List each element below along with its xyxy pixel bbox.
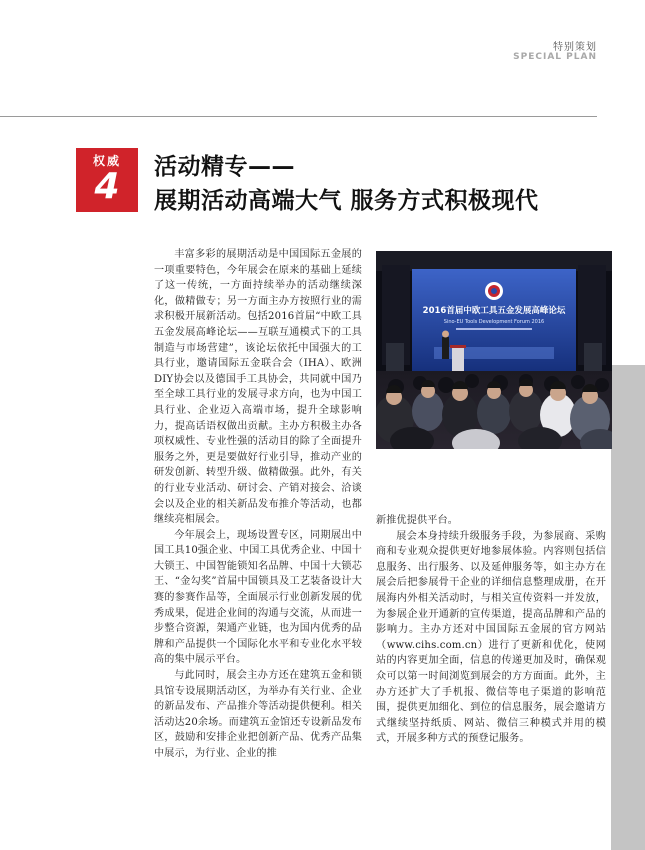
header-divider	[0, 116, 597, 117]
section-label-cn: 特别策划	[553, 42, 597, 53]
article-title-line2: 展期活动高端大气 服务方式积极现代	[154, 188, 539, 214]
paragraph-exhibition-zone: 今年展会上，现场设置专区，同期展出中国工具10强企业、中国工具优秀企业、中国十大锁王、中国智能锁知名品牌、中国十大锁芯王、“金勾奖”首届中国锁具及工艺装备设计大赛的参赛作品等，全面展示行业创新发展的优秀成果，促进企业间的沟通与交流，从而进一步整合资源，架通产业链，也为国内优秀的品牌和产品提供一个国际化水平和专业化水平较高的集中展示平台。	[154, 529, 362, 666]
screen-subtitle: Sino-EU Tools Development Forum 2016	[443, 319, 545, 325]
paragraph-activities: 丰富多彩的展期活动是中国国际五金展的一项重要特色，今年展会在原来的基础上延续了这一传统，一方面持续举办的活动继续深化，做精做专；另一方面主办方按照行业的需求积极开展新活动。包括2016首届“中欧工具五金发展高峰论坛——互联互通模式下的工具制造与市场营建”，该论坛依托中国强大的工具行业，邀请国际五金联合会（IHA）、欧洲DIY协会以及德国手工具协会，共同就中国乃至全球工具行业的发展寻求方向，也为中国工具行业、企业迈入高端市场，提升全球影响力，提高话语权做出贡献。主办方积极主办各项权威性、专业性强的活动目的除了全面提升服务之外，更是要做好行业引导，推动产业的研发创新、转型升级、做精做强。此外，有关的行业专业活动、研讨会、产销对接会、洽谈会以及企业的相关新品发布推介等活动，也都继续亮相展会。	[154, 249, 362, 526]
article-column-left	[154, 247, 362, 762]
gray-side-bar	[611, 365, 645, 850]
article-title-line1: 活动精专——	[154, 154, 295, 180]
badge-label: 权威	[92, 154, 121, 168]
paragraph-event-area: 与此同时，展会主办方还在建筑五金和锁具馆专设展期活动区，为举办有关行业、企业的新品发布、产品推介等活动提供便利。相关活动达20余场。而建筑五金馆还专设新品发布区，鼓励和安排企业把创新产品、优秀产品集中展示，为行业、企业的推	[154, 670, 362, 759]
forum-photo	[376, 251, 612, 449]
badge-number: 4	[94, 166, 120, 207]
screen-title: 2016首届中欧工具五金发展高峰论坛	[422, 306, 566, 316]
paragraph-services: 展会本身持续升级服务手段，为参展商、采购商和专业观众提供更好地参展体验。内容则包括信息服务、出行服务、以及延伸服务等，如主办方在展会后把参展骨干企业的详细信息整理成册，在开展海内外相关活动时，与相关宣传资料一并发放，为参展企业开通新的宣传渠道，提高品牌和产品的影响力。主办方还对中国国际五金展的官方网站（www.cihs.com.cn）进行了更新和优化，使网站的内容更加全面，信息的传递更加及时，确保观众可以第一时间浏览到展会的方方面面。此外，主办方还扩大了手机报、微信等电子渠道的影响范围，提供更加细化、到位的信息服务，展会邀请方式继续坚持纸质、网站、微信三种模式并用的模式，开展多种方式的预登记服务。	[376, 530, 606, 745]
forum-photo-illustration	[376, 251, 612, 449]
article-column-right	[376, 513, 606, 747]
authority-badge	[76, 148, 138, 212]
paragraph-continuation: 新推优提供平台。	[376, 515, 458, 526]
section-label-en: SPECIAL PLAN	[513, 52, 597, 62]
